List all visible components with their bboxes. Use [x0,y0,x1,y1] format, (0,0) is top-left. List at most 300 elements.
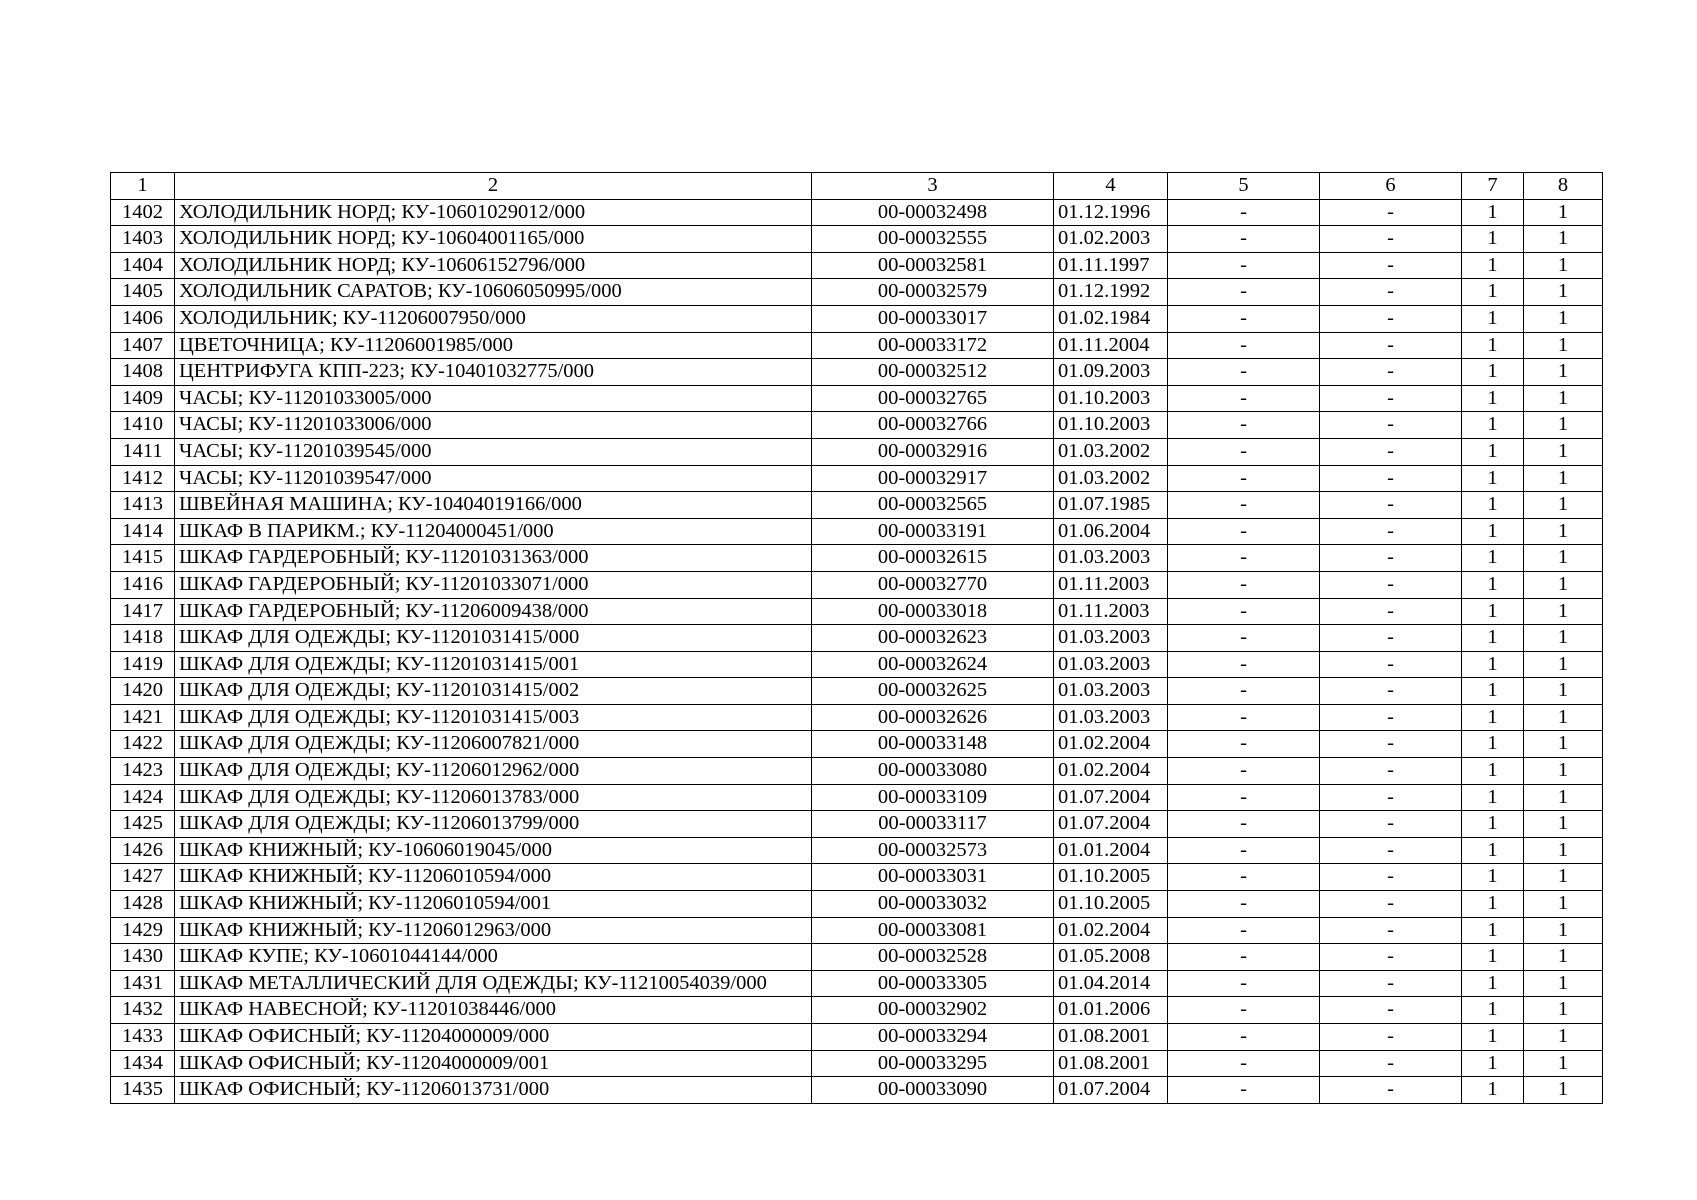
col8-cell: 1 [1524,226,1603,253]
col5-cell: - [1168,837,1320,864]
item-name-cell: ШКАФ КНИЖНЫЙ; КУ-10606019045/000 [175,837,812,864]
row-number-cell: 1430 [111,944,175,971]
item-name-cell: ХОЛОДИЛЬНИК НОРД; КУ-10601029012/000 [175,199,812,226]
col7-cell: 1 [1462,891,1524,918]
table-row [111,545,1603,572]
col5-cell: - [1168,571,1320,598]
table-row [111,226,1603,253]
col6-cell: - [1320,704,1462,731]
table-row [111,279,1603,306]
col5-cell: - [1168,970,1320,997]
inventory-number-cell: 00-00033295 [812,1050,1054,1077]
inventory-number-cell: 00-00032916 [812,438,1054,465]
date-cell: 01.08.2001 [1054,1050,1168,1077]
table-row [111,465,1603,492]
date-cell: 01.02.1984 [1054,305,1168,332]
row-number-cell: 1418 [111,625,175,652]
col8-cell: 1 [1524,385,1603,412]
col5-cell: - [1168,385,1320,412]
col6-cell: - [1320,1050,1462,1077]
table-row [111,1050,1603,1077]
date-cell: 01.01.2004 [1054,837,1168,864]
col8-cell: 1 [1524,545,1603,572]
col5-cell: - [1168,891,1320,918]
col6-cell: - [1320,279,1462,306]
date-cell: 01.09.2003 [1054,359,1168,386]
col6-cell: - [1320,784,1462,811]
table-row [111,625,1603,652]
col6-cell: - [1320,917,1462,944]
col8-cell: 1 [1524,944,1603,971]
date-cell: 01.10.2005 [1054,891,1168,918]
row-number-cell: 1415 [111,545,175,572]
col5-cell: - [1168,625,1320,652]
col8-cell: 1 [1524,1077,1603,1104]
col7-cell: 1 [1462,917,1524,944]
col8-cell: 1 [1524,492,1603,519]
row-number-cell: 1410 [111,412,175,439]
col5-cell: - [1168,279,1320,306]
col5-cell: - [1168,864,1320,891]
header-cell: 2 [175,173,812,200]
row-number-cell: 1419 [111,651,175,678]
date-cell: 01.05.2008 [1054,944,1168,971]
row-number-cell: 1435 [111,1077,175,1104]
col5-cell: - [1168,199,1320,226]
inventory-number-cell: 00-00032625 [812,678,1054,705]
col7-cell: 1 [1462,811,1524,838]
col6-cell: - [1320,199,1462,226]
date-cell: 01.11.2004 [1054,332,1168,359]
inventory-number-cell: 00-00033031 [812,864,1054,891]
item-name-cell: ШКАФ ДЛЯ ОДЕЖДЫ; КУ-11206013799/000 [175,811,812,838]
inventory-table [110,172,1603,1104]
inventory-number-cell: 00-00033017 [812,305,1054,332]
col8-cell: 1 [1524,997,1603,1024]
col6-cell: - [1320,944,1462,971]
date-cell: 01.02.2004 [1054,731,1168,758]
col6-cell: - [1320,465,1462,492]
col8-cell: 1 [1524,891,1603,918]
col5-cell: - [1168,412,1320,439]
item-name-cell: ЧАСЫ; КУ-11201033005/000 [175,385,812,412]
date-cell: 01.07.2004 [1054,784,1168,811]
row-number-cell: 1422 [111,731,175,758]
item-name-cell: ЦЕНТРИФУГА КПП-223; КУ-10401032775/000 [175,359,812,386]
date-cell: 01.07.1985 [1054,492,1168,519]
table-row [111,917,1603,944]
col8-cell: 1 [1524,465,1603,492]
col6-cell: - [1320,332,1462,359]
item-name-cell: ШКАФ ОФИСНЫЙ; КУ-11204000009/001 [175,1050,812,1077]
item-name-cell: ШКАФ ДЛЯ ОДЕЖДЫ; КУ-11201031415/003 [175,704,812,731]
row-number-cell: 1403 [111,226,175,253]
header-cell: 7 [1462,173,1524,200]
table-row [111,704,1603,731]
row-number-cell: 1425 [111,811,175,838]
col5-cell: - [1168,917,1320,944]
table-row [111,332,1603,359]
table-body [111,173,1603,1104]
date-cell: 01.10.2003 [1054,385,1168,412]
inventory-number-cell: 00-00032770 [812,571,1054,598]
col8-cell: 1 [1524,598,1603,625]
table-row [111,359,1603,386]
col7-cell: 1 [1462,252,1524,279]
table-row [111,731,1603,758]
inventory-number-cell: 00-00032512 [812,359,1054,386]
col5-cell: - [1168,438,1320,465]
col5-cell: - [1168,811,1320,838]
col8-cell: 1 [1524,811,1603,838]
item-name-cell: ШКАФ ГАРДЕРОБНЫЙ; КУ-11201033071/000 [175,571,812,598]
col6-cell: - [1320,970,1462,997]
inventory-number-cell: 00-00033148 [812,731,1054,758]
col7-cell: 1 [1462,199,1524,226]
item-name-cell: ШКАФ КНИЖНЫЙ; КУ-11206012963/000 [175,917,812,944]
col8-cell: 1 [1524,199,1603,226]
date-cell: 01.02.2004 [1054,758,1168,785]
row-number-cell: 1406 [111,305,175,332]
date-cell: 01.10.2005 [1054,864,1168,891]
date-cell: 01.12.1992 [1054,279,1168,306]
col5-cell: - [1168,651,1320,678]
date-cell: 01.04.2014 [1054,970,1168,997]
col5-cell: - [1168,492,1320,519]
item-name-cell: ЧАСЫ; КУ-11201039547/000 [175,465,812,492]
item-name-cell: ШКАФ КУПЕ; КУ-10601044144/000 [175,944,812,971]
inventory-number-cell: 00-00032765 [812,385,1054,412]
table-row [111,598,1603,625]
date-cell: 01.07.2004 [1054,811,1168,838]
date-cell: 01.02.2004 [1054,917,1168,944]
col5-cell: - [1168,359,1320,386]
col5-cell: - [1168,758,1320,785]
col6-cell: - [1320,492,1462,519]
table-row [111,385,1603,412]
col8-cell: 1 [1524,731,1603,758]
inventory-number-cell: 00-00033080 [812,758,1054,785]
table-row [111,891,1603,918]
date-cell: 01.02.2003 [1054,226,1168,253]
table-row [111,252,1603,279]
col7-cell: 1 [1462,970,1524,997]
col6-cell: - [1320,412,1462,439]
header-cell: 4 [1054,173,1168,200]
col7-cell: 1 [1462,571,1524,598]
date-cell: 01.07.2004 [1054,1077,1168,1104]
col6-cell: - [1320,837,1462,864]
col7-cell: 1 [1462,1050,1524,1077]
inventory-number-cell: 00-00032573 [812,837,1054,864]
col6-cell: - [1320,598,1462,625]
col8-cell: 1 [1524,917,1603,944]
col7-cell: 1 [1462,226,1524,253]
col5-cell: - [1168,545,1320,572]
col8-cell: 1 [1524,332,1603,359]
date-cell: 01.01.2006 [1054,997,1168,1024]
row-number-cell: 1404 [111,252,175,279]
header-cell: 1 [111,173,175,200]
row-number-cell: 1416 [111,571,175,598]
col5-cell: - [1168,997,1320,1024]
col8-cell: 1 [1524,252,1603,279]
row-number-cell: 1407 [111,332,175,359]
col7-cell: 1 [1462,625,1524,652]
col6-cell: - [1320,811,1462,838]
row-number-cell: 1432 [111,997,175,1024]
item-name-cell: ХОЛОДИЛЬНИК; КУ-11206007950/000 [175,305,812,332]
col8-cell: 1 [1524,625,1603,652]
date-cell: 01.06.2004 [1054,518,1168,545]
table-row [111,518,1603,545]
header-row [111,173,1603,200]
col5-cell: - [1168,598,1320,625]
col8-cell: 1 [1524,678,1603,705]
row-number-cell: 1424 [111,784,175,811]
row-number-cell: 1434 [111,1050,175,1077]
col7-cell: 1 [1462,412,1524,439]
col8-cell: 1 [1524,305,1603,332]
col5-cell: - [1168,332,1320,359]
row-number-cell: 1405 [111,279,175,306]
inventory-number-cell: 00-00033090 [812,1077,1054,1104]
item-name-cell: ШКАФ ДЛЯ ОДЕЖДЫ; КУ-11201031415/002 [175,678,812,705]
table-row [111,758,1603,785]
date-cell: 01.08.2001 [1054,1024,1168,1051]
table-row [111,492,1603,519]
inventory-number-cell: 00-00033191 [812,518,1054,545]
col6-cell: - [1320,385,1462,412]
inventory-number-cell: 00-00032555 [812,226,1054,253]
date-cell: 01.12.1996 [1054,199,1168,226]
col7-cell: 1 [1462,385,1524,412]
inventory-number-cell: 00-00033172 [812,332,1054,359]
col7-cell: 1 [1462,678,1524,705]
row-number-cell: 1413 [111,492,175,519]
col5-cell: - [1168,944,1320,971]
col7-cell: 1 [1462,704,1524,731]
date-cell: 01.11.2003 [1054,571,1168,598]
table-row [111,811,1603,838]
date-cell: 01.03.2003 [1054,625,1168,652]
table-row [111,678,1603,705]
inventory-number-cell: 00-00032917 [812,465,1054,492]
col7-cell: 1 [1462,651,1524,678]
item-name-cell: ЦВЕТОЧНИЦА; КУ-11206001985/000 [175,332,812,359]
col5-cell: - [1168,784,1320,811]
col7-cell: 1 [1462,864,1524,891]
col8-cell: 1 [1524,1050,1603,1077]
col6-cell: - [1320,891,1462,918]
col8-cell: 1 [1524,704,1603,731]
item-name-cell: ЧАСЫ; КУ-11201039545/000 [175,438,812,465]
col7-cell: 1 [1462,1077,1524,1104]
inventory-number-cell: 00-00032579 [812,279,1054,306]
table-row [111,784,1603,811]
inventory-number-cell: 00-00032565 [812,492,1054,519]
col8-cell: 1 [1524,359,1603,386]
inventory-number-cell: 00-00032623 [812,625,1054,652]
col8-cell: 1 [1524,518,1603,545]
item-name-cell: ХОЛОДИЛЬНИК НОРД; КУ-10604001165/000 [175,226,812,253]
inventory-number-cell: 00-00033018 [812,598,1054,625]
table-row [111,571,1603,598]
col6-cell: - [1320,359,1462,386]
col6-cell: - [1320,571,1462,598]
inventory-number-cell: 00-00033032 [812,891,1054,918]
date-cell: 01.03.2003 [1054,545,1168,572]
inventory-number-cell: 00-00032498 [812,199,1054,226]
col8-cell: 1 [1524,571,1603,598]
col5-cell: - [1168,465,1320,492]
inventory-number-cell: 00-00032766 [812,412,1054,439]
col5-cell: - [1168,305,1320,332]
date-cell: 01.03.2003 [1054,704,1168,731]
col8-cell: 1 [1524,864,1603,891]
col6-cell: - [1320,518,1462,545]
col7-cell: 1 [1462,492,1524,519]
item-name-cell: ХОЛОДИЛЬНИК НОРД; КУ-10606152796/000 [175,252,812,279]
col6-cell: - [1320,1024,1462,1051]
table-row [111,1024,1603,1051]
item-name-cell: ШКАФ ДЛЯ ОДЕЖДЫ; КУ-11201031415/000 [175,625,812,652]
col7-cell: 1 [1462,837,1524,864]
row-number-cell: 1428 [111,891,175,918]
row-number-cell: 1408 [111,359,175,386]
item-name-cell: ШКАФ ОФИСНЫЙ; КУ-11204000009/000 [175,1024,812,1051]
col7-cell: 1 [1462,598,1524,625]
col8-cell: 1 [1524,758,1603,785]
col7-cell: 1 [1462,784,1524,811]
col6-cell: - [1320,252,1462,279]
col7-cell: 1 [1462,731,1524,758]
header-cell: 3 [812,173,1054,200]
date-cell: 01.03.2003 [1054,651,1168,678]
item-name-cell: ШКАФ КНИЖНЫЙ; КУ-11206010594/000 [175,864,812,891]
col7-cell: 1 [1462,997,1524,1024]
col5-cell: - [1168,704,1320,731]
col8-cell: 1 [1524,651,1603,678]
table-row [111,305,1603,332]
col8-cell: 1 [1524,837,1603,864]
inventory-number-cell: 00-00032528 [812,944,1054,971]
date-cell: 01.03.2003 [1054,678,1168,705]
row-number-cell: 1431 [111,970,175,997]
table-row [111,944,1603,971]
table-row [111,199,1603,226]
table-row [111,970,1603,997]
col8-cell: 1 [1524,438,1603,465]
col6-cell: - [1320,438,1462,465]
item-name-cell: ШКАФ ДЛЯ ОДЕЖДЫ; КУ-11201031415/001 [175,651,812,678]
item-name-cell: ШКАФ ДЛЯ ОДЕЖДЫ; КУ-11206013783/000 [175,784,812,811]
col7-cell: 1 [1462,438,1524,465]
table-row [111,1077,1603,1104]
item-name-cell: ШВЕЙНАЯ МАШИНА; КУ-10404019166/000 [175,492,812,519]
row-number-cell: 1412 [111,465,175,492]
item-name-cell: ШКАФ ОФИСНЫЙ; КУ-11206013731/000 [175,1077,812,1104]
col7-cell: 1 [1462,1024,1524,1051]
inventory-number-cell: 00-00033109 [812,784,1054,811]
date-cell: 01.03.2002 [1054,465,1168,492]
row-number-cell: 1409 [111,385,175,412]
col6-cell: - [1320,625,1462,652]
col6-cell: - [1320,226,1462,253]
item-name-cell: ШКАФ В ПАРИКМ.; КУ-11204000451/000 [175,518,812,545]
inventory-number-cell: 00-00032581 [812,252,1054,279]
inventory-number-cell: 00-00033117 [812,811,1054,838]
item-name-cell: ШКАФ ГАРДЕРОБНЫЙ; КУ-11201031363/000 [175,545,812,572]
row-number-cell: 1426 [111,837,175,864]
row-number-cell: 1414 [111,518,175,545]
row-number-cell: 1433 [111,1024,175,1051]
row-number-cell: 1411 [111,438,175,465]
col6-cell: - [1320,1077,1462,1104]
col5-cell: - [1168,518,1320,545]
header-cell: 5 [1168,173,1320,200]
inventory-number-cell: 00-00033305 [812,970,1054,997]
inventory-number-cell: 00-00032615 [812,545,1054,572]
inventory-number-cell: 00-00032902 [812,997,1054,1024]
col8-cell: 1 [1524,970,1603,997]
col6-cell: - [1320,758,1462,785]
col8-cell: 1 [1524,784,1603,811]
item-name-cell: ШКАФ МЕТАЛЛИЧЕСКИЙ ДЛЯ ОДЕЖДЫ; КУ-11210054039/000 [175,970,812,997]
col7-cell: 1 [1462,944,1524,971]
col7-cell: 1 [1462,359,1524,386]
table-row [111,837,1603,864]
item-name-cell: ШКАФ ДЛЯ ОДЕЖДЫ; КУ-11206007821/000 [175,731,812,758]
col5-cell: - [1168,1024,1320,1051]
item-name-cell: ШКАФ ДЛЯ ОДЕЖДЫ; КУ-11206012962/000 [175,758,812,785]
col8-cell: 1 [1524,279,1603,306]
col7-cell: 1 [1462,332,1524,359]
col6-cell: - [1320,651,1462,678]
row-number-cell: 1420 [111,678,175,705]
inventory-number-cell: 00-00032624 [812,651,1054,678]
row-number-cell: 1421 [111,704,175,731]
col7-cell: 1 [1462,279,1524,306]
col6-cell: - [1320,305,1462,332]
item-name-cell: ШКАФ КНИЖНЫЙ; КУ-11206010594/001 [175,891,812,918]
inventory-number-cell: 00-00033294 [812,1024,1054,1051]
col7-cell: 1 [1462,518,1524,545]
item-name-cell: ХОЛОДИЛЬНИК САРАТОВ; КУ-10606050995/000 [175,279,812,306]
col7-cell: 1 [1462,305,1524,332]
date-cell: 01.03.2002 [1054,438,1168,465]
row-number-cell: 1417 [111,598,175,625]
col6-cell: - [1320,545,1462,572]
inventory-number-cell: 00-00033081 [812,917,1054,944]
date-cell: 01.11.1997 [1054,252,1168,279]
row-number-cell: 1402 [111,199,175,226]
table-row [111,438,1603,465]
col5-cell: - [1168,731,1320,758]
table-row [111,997,1603,1024]
col8-cell: 1 [1524,1024,1603,1051]
table-row [111,651,1603,678]
col6-cell: - [1320,997,1462,1024]
col6-cell: - [1320,864,1462,891]
col7-cell: 1 [1462,465,1524,492]
row-number-cell: 1429 [111,917,175,944]
table-row [111,864,1603,891]
item-name-cell: ЧАСЫ; КУ-11201033006/000 [175,412,812,439]
item-name-cell: ШКАФ НАВЕСНОЙ; КУ-11201038446/000 [175,997,812,1024]
header-cell: 8 [1524,173,1603,200]
table-row [111,412,1603,439]
